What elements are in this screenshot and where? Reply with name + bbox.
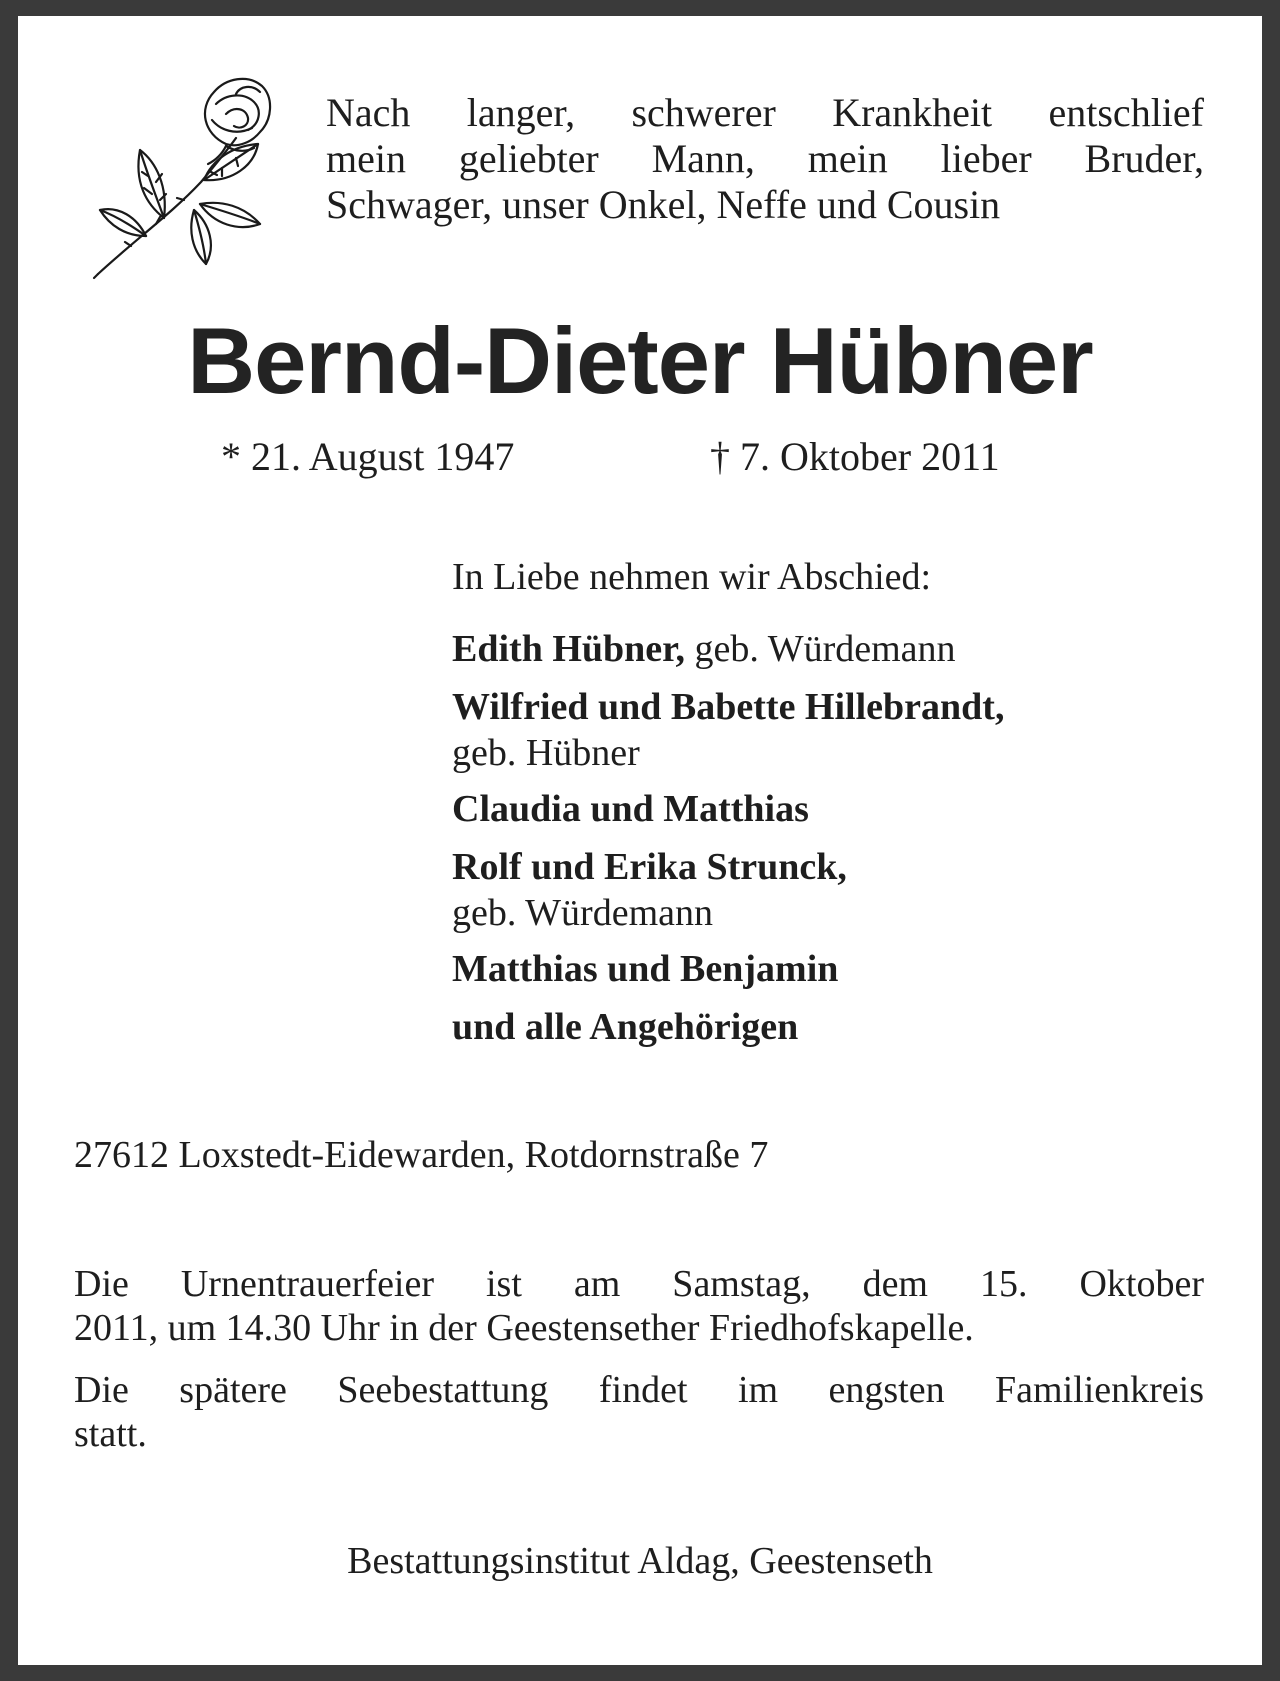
mourner-name: Matthias und Benjamin bbox=[452, 948, 839, 990]
deceased-name: Bernd-Dieter Hübner bbox=[187, 308, 1093, 413]
mourner-note: geb. Hübner bbox=[452, 732, 640, 774]
farewell-line: In Liebe nehmen wir Abschied: bbox=[452, 556, 932, 598]
mourner-name: und alle Angehörigen bbox=[452, 1006, 799, 1048]
ceremony-line: 2011, um 14.30 Uhr in der Geestensether Friedhofskapelle. bbox=[74, 1307, 974, 1349]
funeral-home: Bestattungsinstitut Aldag, Geestenseth bbox=[347, 1540, 933, 1582]
burial-text bbox=[74, 1368, 1204, 1456]
mourner-entry bbox=[452, 684, 1212, 776]
mourner-note: geb. Würdemann bbox=[685, 628, 956, 670]
death-date: † 7. Oktober 2011 bbox=[710, 434, 1000, 479]
intro-text bbox=[326, 90, 1204, 228]
mourner-name: Rolf und Erika Strunck, bbox=[452, 846, 847, 888]
intro-line: Schwager, unser Onkel, Neffe und Cousin bbox=[326, 182, 1001, 227]
family-address: 27612 Loxstedt-Eidewarden, Rotdornstraße 7 bbox=[74, 1134, 769, 1176]
rose-icon bbox=[76, 64, 276, 284]
intro-line: Nach langer, schwerer Krankheit entschlief bbox=[326, 90, 1204, 135]
mourner-name: Claudia und Matthias bbox=[452, 788, 809, 830]
burial-line: Die spätere Seebestattung findet im engsten Familienkreis bbox=[74, 1369, 1204, 1411]
mourner-name: Wilfried und Babette Hillebrandt, bbox=[452, 686, 1005, 728]
obituary-card bbox=[18, 16, 1262, 1665]
birth-date: * 21. August 1947 bbox=[221, 434, 515, 479]
burial-line: statt. bbox=[74, 1413, 147, 1455]
mourner-note: geb. Würdemann bbox=[452, 892, 713, 934]
mourner-list bbox=[452, 626, 1212, 1062]
mourner-name: Edith Hübner, bbox=[452, 628, 686, 670]
ceremony-text bbox=[74, 1262, 1204, 1350]
ceremony-line: Die Urnentrauerfeier ist am Samstag, dem 15. Oktober bbox=[74, 1263, 1204, 1305]
mourner-entry bbox=[452, 626, 1212, 672]
mourner-entry bbox=[452, 946, 1212, 992]
intro-line: mein geliebter Mann, mein lieber Bruder, bbox=[326, 136, 1204, 181]
mourner-entry bbox=[452, 786, 1212, 832]
mourner-entry bbox=[452, 844, 1212, 936]
mourner-entry bbox=[452, 1004, 1212, 1050]
